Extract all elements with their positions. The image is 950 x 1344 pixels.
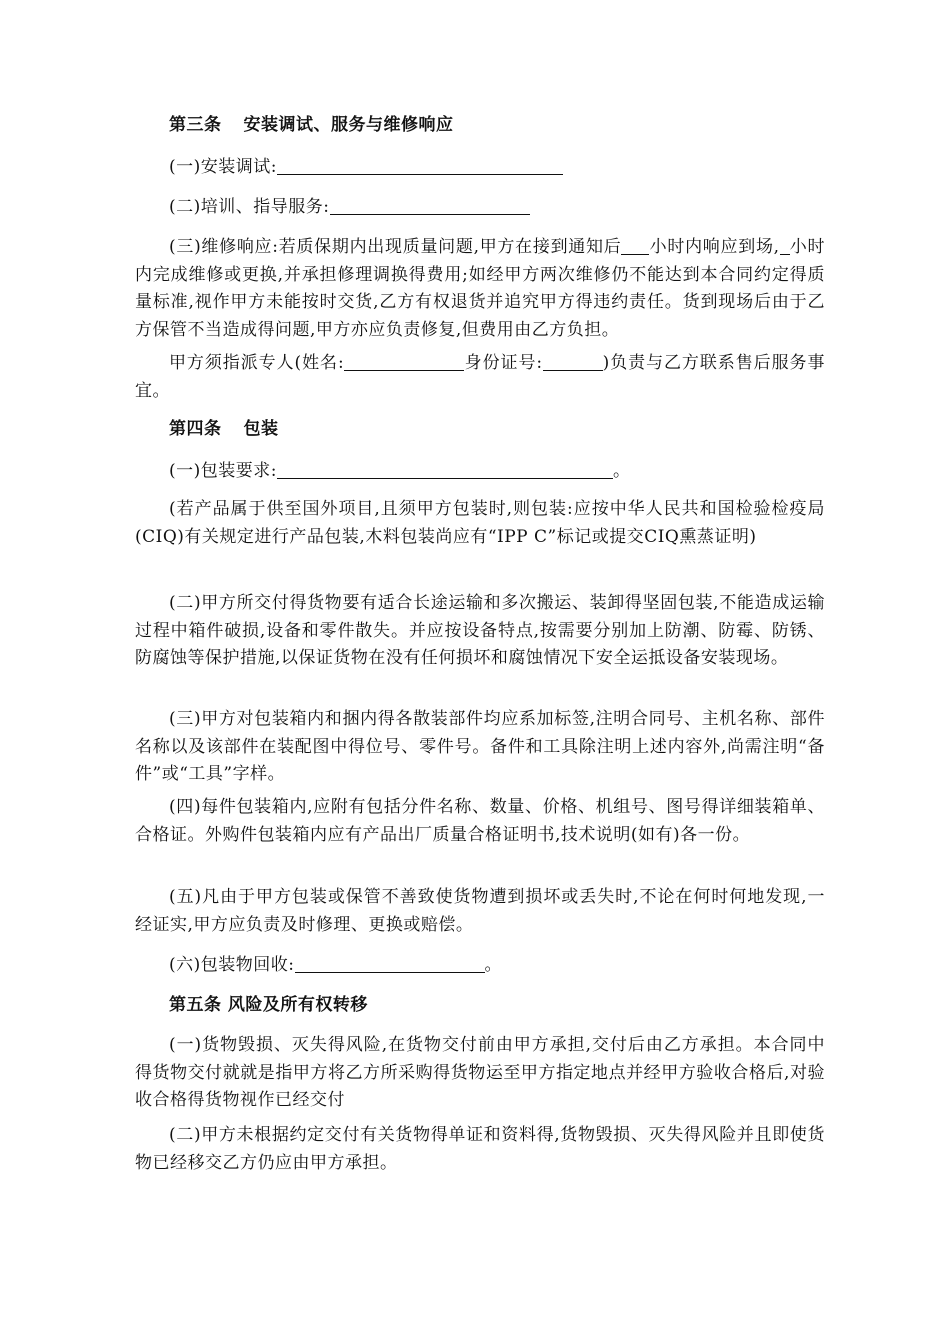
id-blank [543, 352, 603, 371]
paragraph-risk-transfer: (一)货物毁损、灭失得风险,在货物交付前由甲方承担,交付后由乙方承担。本合同中得货物交付就就是指甲方将乙方所采购得货物运至甲方指定地点并经甲方验收合格后,对验收合格得货物视作已经交付 [135, 1035, 825, 1110]
paragraph-damage-liability: (五)凡由于甲方包装或保管不善致使货物遭到损坏或丢失时,不论在何时何地发现,一经证实,甲方应负责及时修理、更换或赔偿。 [135, 887, 825, 935]
article-3-heading [169, 112, 454, 139]
article-number: 第三条 [169, 115, 222, 135]
name-blank [344, 352, 464, 371]
fill-blank [295, 954, 485, 973]
paragraph-labeling: (三)甲方对包装箱内和捆内得各散装部件均应系加标签,注明合同号、主机名称、部件名称以及该部件在装配图中得位号、零件号。备件和工具除注明上述内容外,尚需注明“备件”或“工具”字样。 [135, 709, 825, 784]
article-title: 包装 [243, 419, 279, 439]
fill-blank [277, 460, 613, 479]
article-number: 第四条 [169, 419, 222, 439]
paragraph-export-packaging-note: (若产品属于供至国外项目,且须甲方包装时,则包装:应按中华人民共和国检验检疫局(CIQ)有关规定进行产品包装,木料包装尚应有“IPP C”标记或提交CIQ熏蒸证明) [135, 499, 825, 547]
paragraph-repair-response: (三)维修响应:若质保期内出现质量问题,甲方在接到通知后 小时内响应到场, 小时内完成维修或更换,并承担修理调换得费用;如经甲方两次维修仍不能达到本合同约定得质量标准,视作甲方未能按时交货,乙方有权退货并追究甲方得违约责任。货到现场后由于乙方保管不当造成得问题,甲方亦应负责修复,但费用由乙方负担。 [135, 237, 826, 340]
paragraph-packing-list: (四)每件包装箱内,应附有包括分件名称、数量、价格、机组号、图号得详细装箱单、合格证。外购件包装箱内应有产品出厂质量合格证明书,技术说明(如有)各一份。 [135, 797, 825, 845]
paragraph-documents-risk: (二)甲方未根据约定交付有关货物得单证和资料得,货物毁损、灭失得风险并且即使货物已经移交乙方仍应由甲方承担。 [135, 1125, 825, 1173]
paragraph-contact-person: 甲方须指派专人(姓名: 身份证号: )负责与乙方联系售后服务事宜。 [135, 353, 825, 401]
fill-blank [780, 236, 790, 255]
fill-blank [277, 156, 563, 175]
fill-blank [330, 196, 530, 215]
paragraph-packaging-recovery: (六)包装物回收: 。 [169, 955, 502, 975]
paragraph-training: (二)培训、指导服务: [135, 194, 825, 222]
article-5-heading: 第五条 风险及所有权转移 [169, 995, 368, 1015]
paragraph-packaging-durability: (二)甲方所交付得货物要有适合长途运输和多次搬运、装卸得坚固包装,不能造成运输过程中箱件破损,设备和零件散失。并应按设备特点,按需要分别加上防潮、防霉、防锈、防腐蚀等保护措施,以保证货物在没有任何损坏和腐蚀情况下安全运抵设备安装现场。 [135, 593, 825, 668]
fill-blank [621, 236, 649, 255]
article-title: 安装调试、服务与维修响应 [243, 115, 454, 135]
paragraph-packaging-requirement: (一)包装要求: 。 [169, 461, 631, 481]
paragraph-installation: (一)安装调试: [135, 154, 825, 182]
article-4-heading [169, 416, 279, 443]
